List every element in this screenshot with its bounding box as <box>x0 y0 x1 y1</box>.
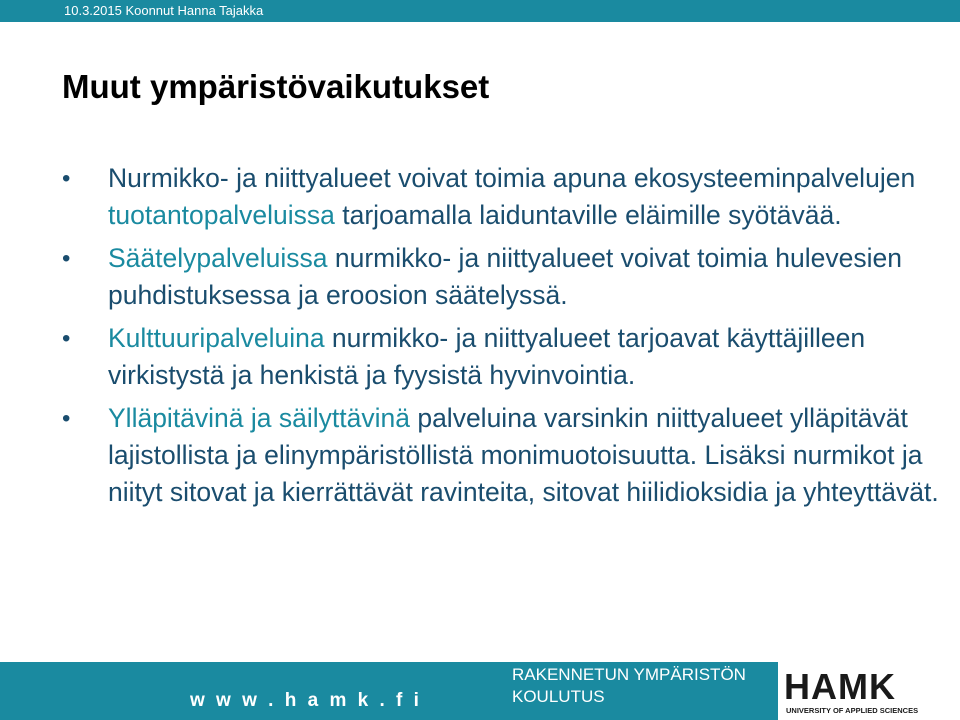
bullet-dot-icon: • <box>62 405 71 432</box>
bullet-item-2 <box>60 240 940 314</box>
bullet-item-1 <box>60 160 940 234</box>
website-link[interactable]: w w w . h a m k . f i <box>190 690 422 711</box>
slide-title: Muut ympäristövaikutukset <box>62 68 490 105</box>
bullet-text: nurmikko- ja niittyalueet voivat toimia hulevesien puhdistuksessa ja eroosion säätelyssä. <box>108 243 902 310</box>
bullet-text: nurmikko- ja niittyalueet tarjoavat käyttäjilleen virkistystä ja henkistä ja fyysistä hyvinvointia. <box>108 323 866 390</box>
bullet-text: tarjoamalla laiduntaville eläimille syötävää. <box>334 200 842 230</box>
bullet-dot-icon: • <box>62 325 71 352</box>
department-line-1: RAKENNETUN YMPÄRISTÖN <box>512 665 746 684</box>
header-date-author: 10.3.2015 Koonnut Hanna Tajakka <box>64 3 264 18</box>
logo-wordmark: HAMK <box>784 666 896 707</box>
bullet-list <box>60 160 940 517</box>
hamk-logo <box>778 662 960 720</box>
department-label <box>512 664 746 708</box>
bullet-highlight: Kulttuuripalveluina <box>108 323 325 353</box>
bullet-dot-icon: • <box>62 245 71 272</box>
department-line-2: KOULUTUS <box>512 687 605 706</box>
bullet-item-3 <box>60 320 940 394</box>
logo-subtext: UNIVERSITY OF APPLIED SCIENCES <box>786 706 919 715</box>
bullet-highlight: Säätelypalveluissa <box>108 243 328 273</box>
bullet-item-4 <box>60 400 940 511</box>
bullet-text: palveluina varsinkin niittyalueet ylläpitävät lajistollista ja elinympäristöllistä monimuotoisuutta. Lisäksi nurmikot ja niityt sitovat ja kierrättävät ravinteita, sitovat hiilidioksidia ja yhteyttävät. <box>108 403 939 507</box>
bullet-dot-icon: • <box>62 165 71 192</box>
bullet-text: Nurmikko- ja niittyalueet voivat toimia apuna ekosysteeminpalvelujen <box>108 163 916 193</box>
bullet-highlight: Ylläpitävinä ja säilyttävinä <box>108 403 410 433</box>
header-bar <box>0 0 960 22</box>
bullet-highlight: tuotantopalveluissa <box>108 200 335 230</box>
